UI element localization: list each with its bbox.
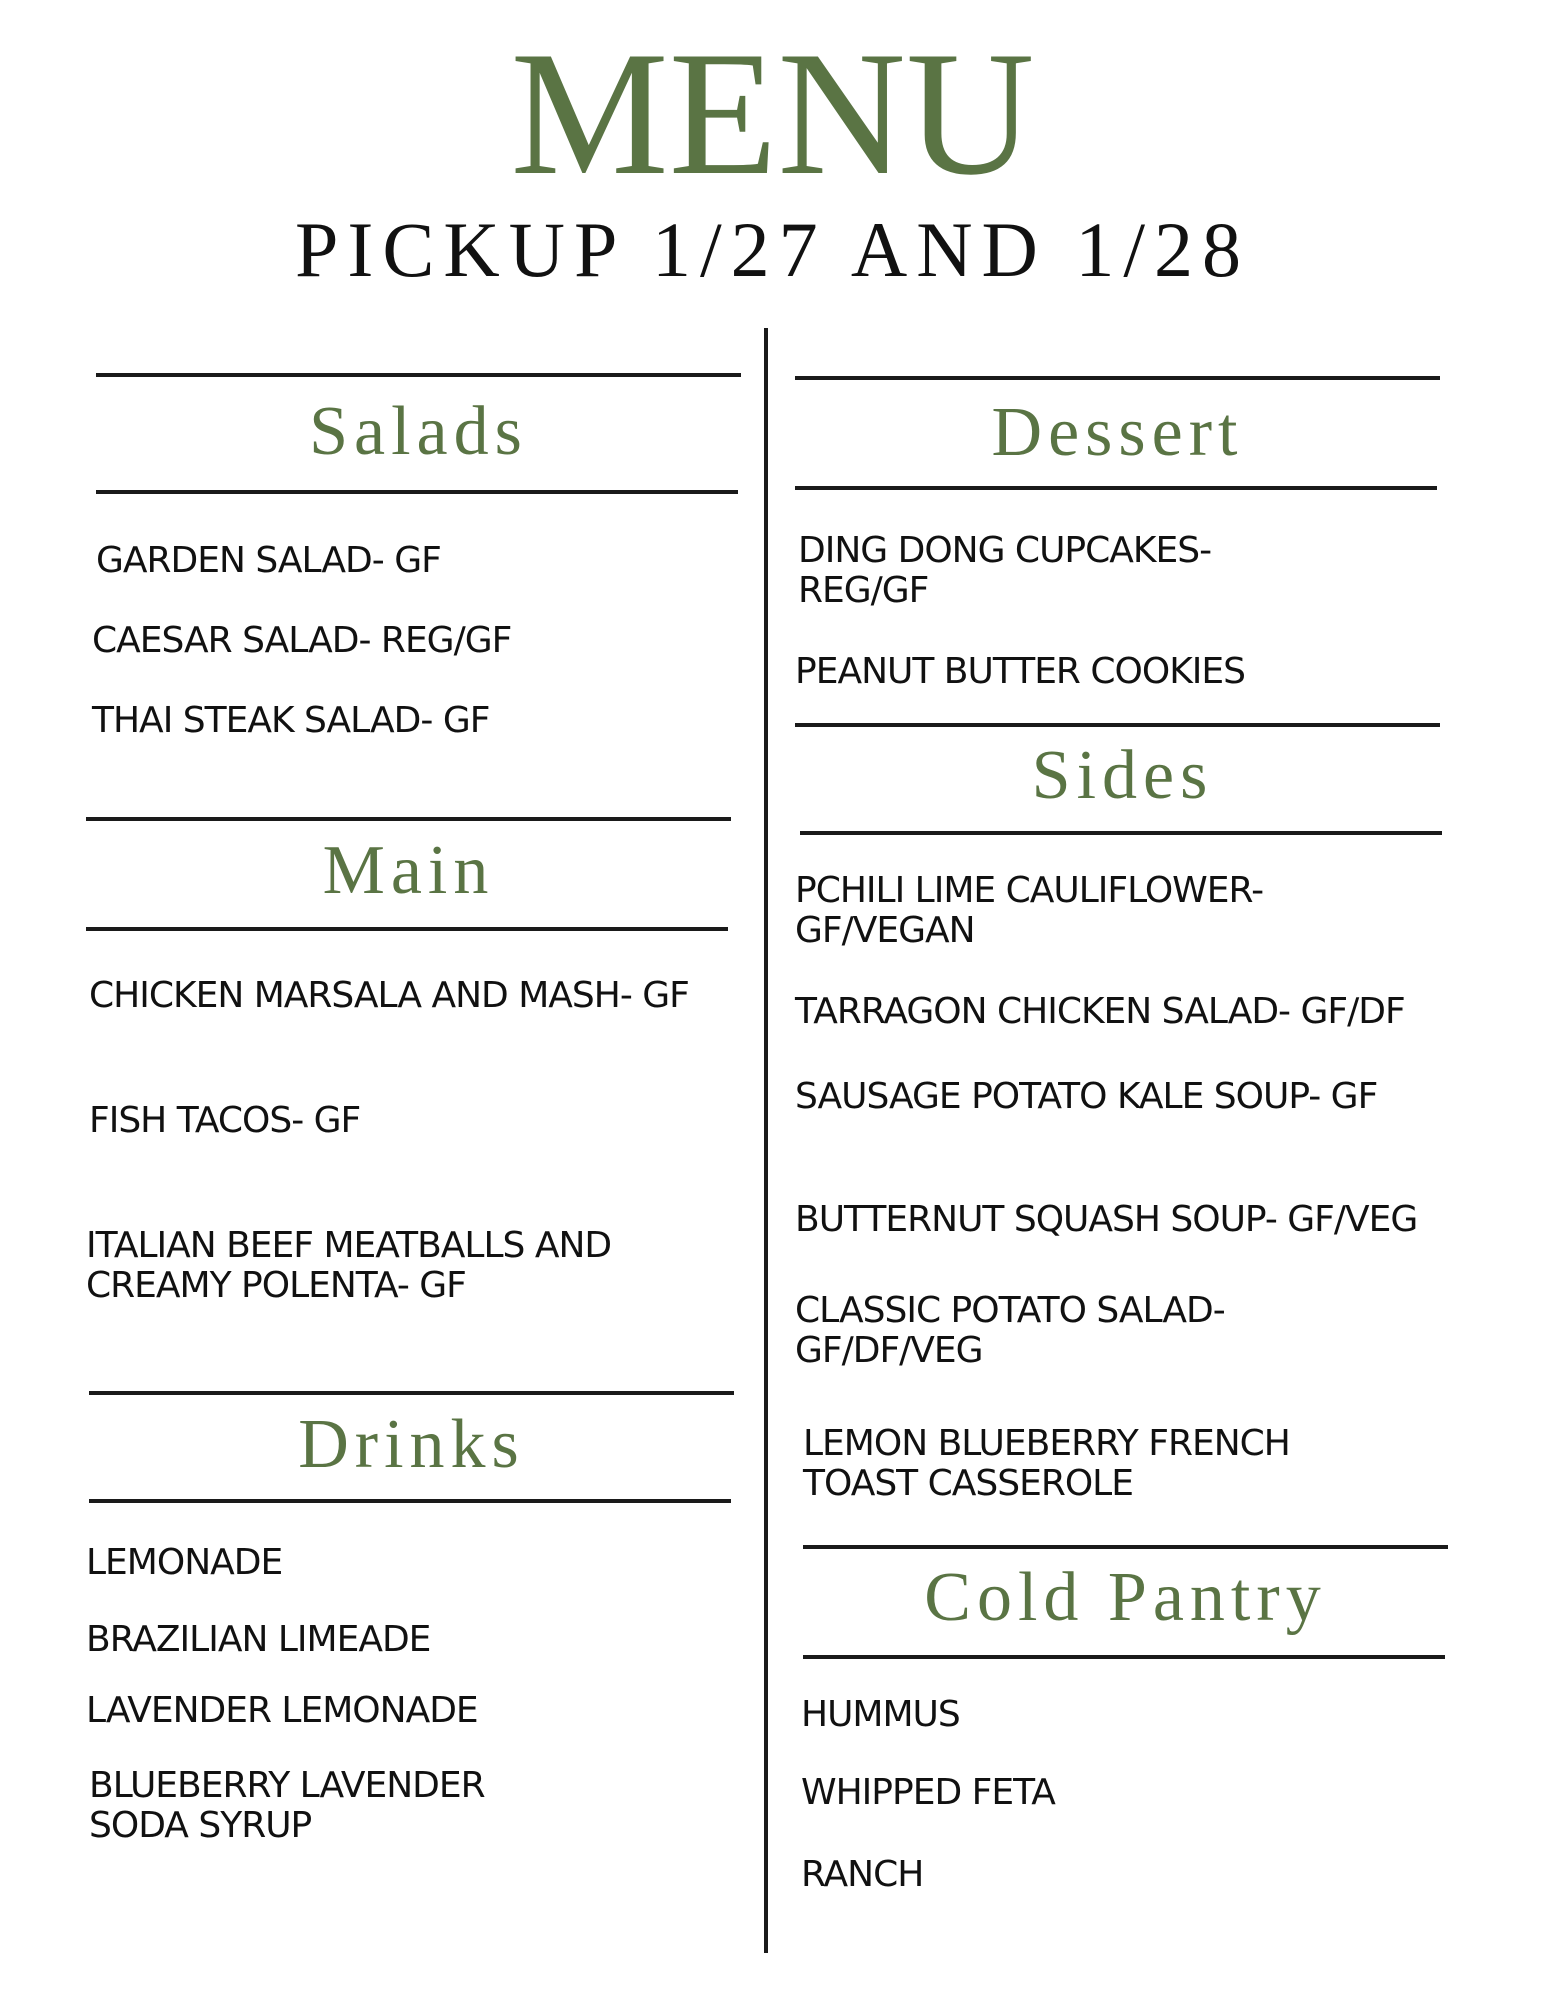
menu-item: FISH TACOS- GF	[89, 1100, 361, 1141]
section-rule	[795, 723, 1440, 727]
dessert-heading: Dessert	[991, 394, 1244, 471]
sides-heading: Sides	[1031, 737, 1214, 814]
section-rule	[803, 1545, 1448, 1549]
menu-item: SAUSAGE POTATO KALE SOUP- GF	[795, 1076, 1378, 1117]
menu-item: CLASSIC POTATO SALAD- GF/DF/VEG	[795, 1290, 1225, 1371]
menu-item: ITALIAN BEEF MEATBALLS AND CREAMY POLENTA- GF	[86, 1225, 612, 1306]
section-rule	[96, 373, 741, 377]
menu-item: HUMMUS	[801, 1694, 960, 1735]
section-rule	[96, 490, 738, 494]
menu-item: PEANUT BUTTER COOKIES	[795, 651, 1246, 692]
menu-item: PCHILI LIME CAULIFLOWER- GF/VEGAN	[795, 870, 1264, 951]
section-rule	[800, 831, 1442, 835]
menu-item: CHICKEN MARSALA AND MASH- GF	[89, 975, 689, 1016]
pickup-dates: PICKUP 1/27 AND 1/28	[294, 206, 1251, 293]
section-rule	[86, 927, 728, 931]
section-rule	[86, 817, 731, 821]
drinks-heading: Drinks	[298, 1406, 525, 1483]
menu-item: BLUEBERRY LAVENDER SODA SYRUP	[89, 1765, 485, 1846]
section-rule	[803, 1655, 1445, 1659]
menu-item: WHIPPED FETA	[801, 1772, 1055, 1813]
menu-item: LEMONADE	[86, 1542, 283, 1583]
menu-item: CAESAR SALAD- REG/GF	[92, 620, 512, 661]
section-rule	[795, 486, 1437, 490]
main-heading: Main	[322, 832, 495, 909]
salads-heading: Salads	[309, 393, 528, 470]
menu-item: THAI STEAK SALAD- GF	[92, 700, 490, 741]
section-rule	[795, 376, 1440, 380]
menu-item: DING DONG CUPCAKES- REG/GF	[798, 530, 1212, 611]
menu-title: MENU	[510, 14, 1035, 212]
menu-item: BUTTERNUT SQUASH SOUP- GF/VEG	[795, 1199, 1418, 1240]
menu-item: TARRAGON CHICKEN SALAD- GF/DF	[795, 991, 1405, 1032]
section-rule	[89, 1391, 734, 1395]
menu-item: BRAZILIAN LIMEADE	[86, 1619, 431, 1660]
column-divider	[764, 328, 768, 1953]
cold-pantry-heading: Cold Pantry	[924, 1559, 1327, 1636]
section-rule	[89, 1499, 731, 1503]
menu-item: LEMON BLUEBERRY FRENCH TOAST CASSEROLE	[803, 1423, 1290, 1504]
menu-item: LAVENDER LEMONADE	[86, 1690, 478, 1731]
menu-item: RANCH	[801, 1854, 924, 1895]
menu-item: GARDEN SALAD- GF	[96, 540, 441, 581]
